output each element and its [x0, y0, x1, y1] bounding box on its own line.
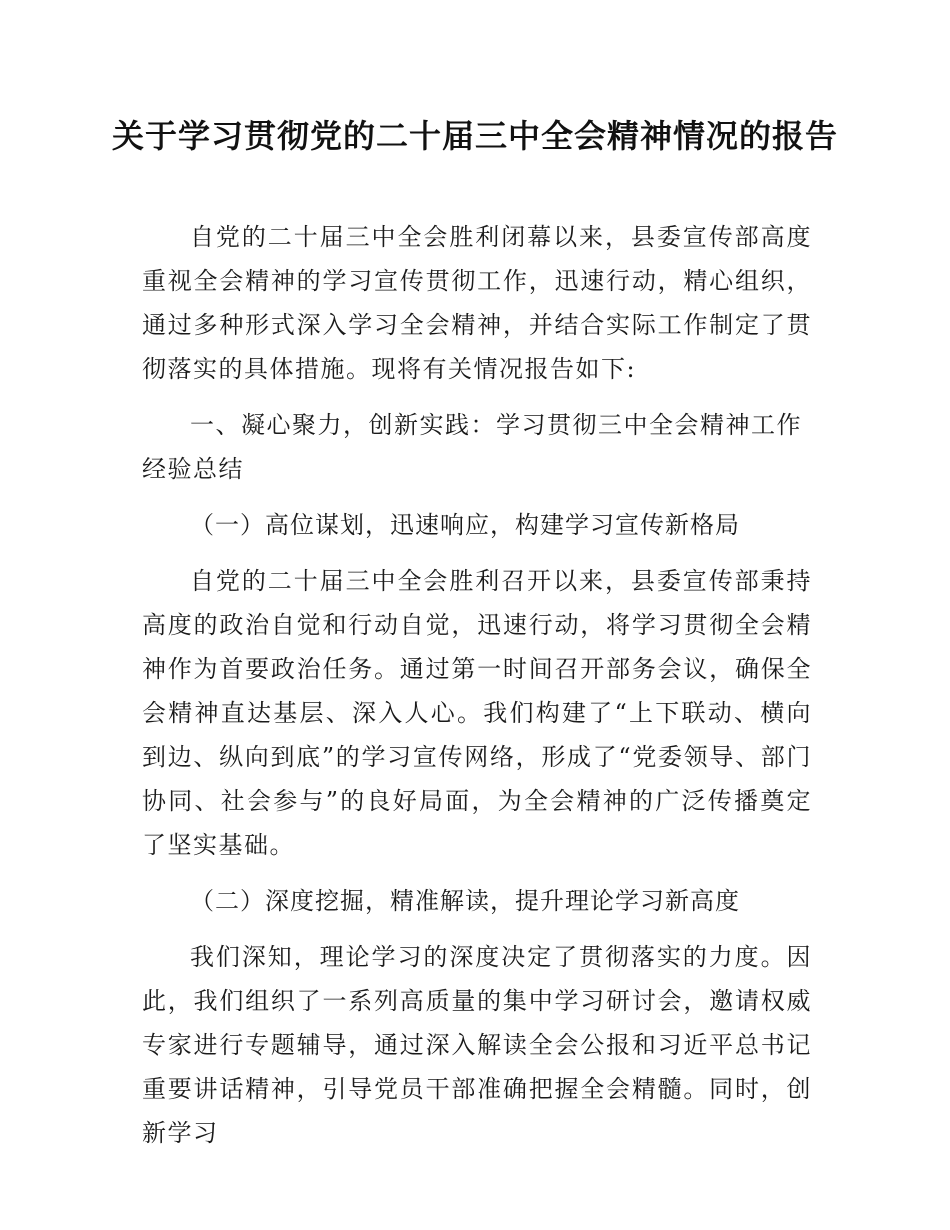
document-title: 关于学习贯彻党的二十届三中全会精神情况的报告: [111, 117, 838, 155]
document-body: [142, 215, 812, 1167]
section-heading-1: 一、凝心聚力，创新实践：学习贯彻三中全会精神工作经验总结: [142, 411, 802, 483]
body-paragraph-2: 我们深知，理论学习的深度决定了贯彻落实的力度。因此，我们组织了一系列高质量的集中学习研讨会，邀请权威专家进行专题辅导，通过深入解读全会公报和习近平总书记重要讲话精神，引导党员干部准确把握全会精髓。同时，创新学习: [142, 943, 812, 1147]
intro-paragraph: 自党的二十届三中全会胜利闭幕以来，县委宣传部高度重视全会精神的学习宣传贯彻工作，迅速行动，精心组织，通过多种形式深入学习全会精神，并结合实际工作制定了贯彻落实的具体措施。现将有关情况报告如下:: [142, 223, 812, 383]
subsection-heading-1: （一）高位谋划，迅速响应，构建学习宣传新格局: [190, 511, 740, 539]
subsection-heading-2: （二）深度挖掘，精准解读，提升理论学习新高度: [190, 887, 740, 915]
body-paragraph-1: 自党的二十届三中全会胜利召开以来，县委宣传部秉持高度的政治自觉和行动自觉，迅速行动，将学习贯彻全会精神作为首要政治任务。通过第一时间召开部务会议，确保全会精神直达基层、深入人心。我们构建了“上下联动、横向到边、纵向到底”的学习宣传网络，形成了“党委领导、部门协同、社会参与”的良好局面，为全会精神的广泛传播奠定了坚实基础。: [142, 567, 812, 859]
